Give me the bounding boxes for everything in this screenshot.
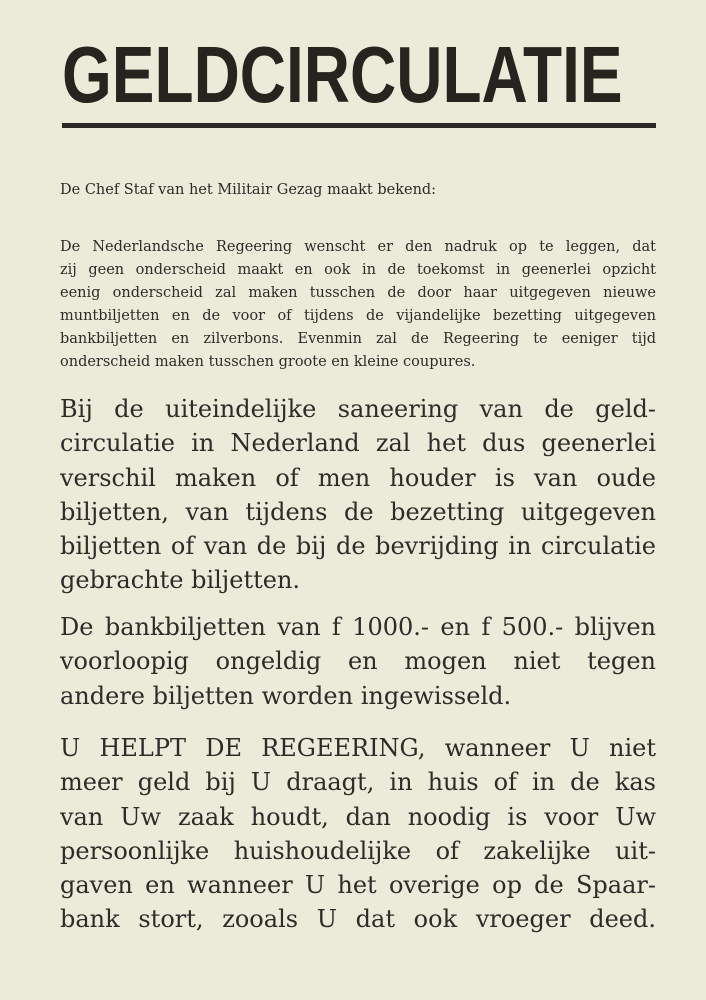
text-line: voorloopig ongeldig en mogen niet tegen	[60, 647, 656, 676]
paragraph-banknotes	[60, 610, 656, 713]
text-line: van Uw zaak houdt, dan noodig is voor Uw	[60, 802, 656, 831]
text-line: circulatie in Nederland zal het dus geenerlei	[60, 429, 656, 458]
text-line: De Nederlandsche Regeering wenscht er den nadruk op te leggen, dat	[60, 239, 656, 255]
text-line: U HELPT DE REGEERING, wanneer U niet	[60, 734, 656, 762]
paragraph-help-government	[60, 731, 656, 937]
poster-title: GELDCIRCULATIE	[62, 30, 623, 119]
text-line: zij geen onderscheid maakt en ook in de toekomst in geenerlei opzicht	[60, 262, 656, 278]
text-line: muntbiljetten en de voor of tijdens de vijandelijke bezetting uitgegeven	[60, 308, 656, 324]
text-line: Bij de uiteindelijke saneering van de geld-	[60, 395, 656, 423]
paragraph-government-statement	[60, 236, 656, 374]
text-line: bankbiljetten en zilverbons. Evenmin zal de Regeering te eeniger tijd	[60, 331, 656, 347]
title-underline	[62, 123, 656, 128]
text-line: gebrachte biljetten.	[60, 566, 301, 595]
text-line: De bankbiljetten van f 1000.- en f 500.- blijven	[60, 613, 656, 641]
text-line: bank stort, zooals U dat ook vroeger deed.	[60, 905, 656, 934]
intro-text	[60, 182, 656, 198]
paragraph-sanitation	[60, 392, 656, 598]
text-line: andere biljetten worden ingewisseld.	[60, 681, 512, 710]
text-line: gaven en wanneer U het overige op de Spaar-	[60, 871, 656, 900]
text-line: persoonlijke huishoudelijke of zakelijke uit-	[60, 836, 656, 865]
text-line: onderscheid maken tusschen groote en kleine coupures.	[60, 354, 476, 370]
intro-line: De Chef Staf van het Militair Gezag maakt bekend:	[60, 182, 437, 198]
text-line: biljetten, van tijdens de bezetting uitgegeven	[60, 497, 656, 526]
text-line: eenig onderscheid zal maken tusschen de door haar uitgegeven nieuwe	[60, 285, 656, 301]
text-line: biljetten of van de bij de bevrijding in circulatie	[60, 532, 656, 561]
text-line: verschil maken of men houder is van oude	[60, 463, 656, 492]
text-line: meer geld bij U draagt, in huis of in de kas	[60, 768, 656, 797]
